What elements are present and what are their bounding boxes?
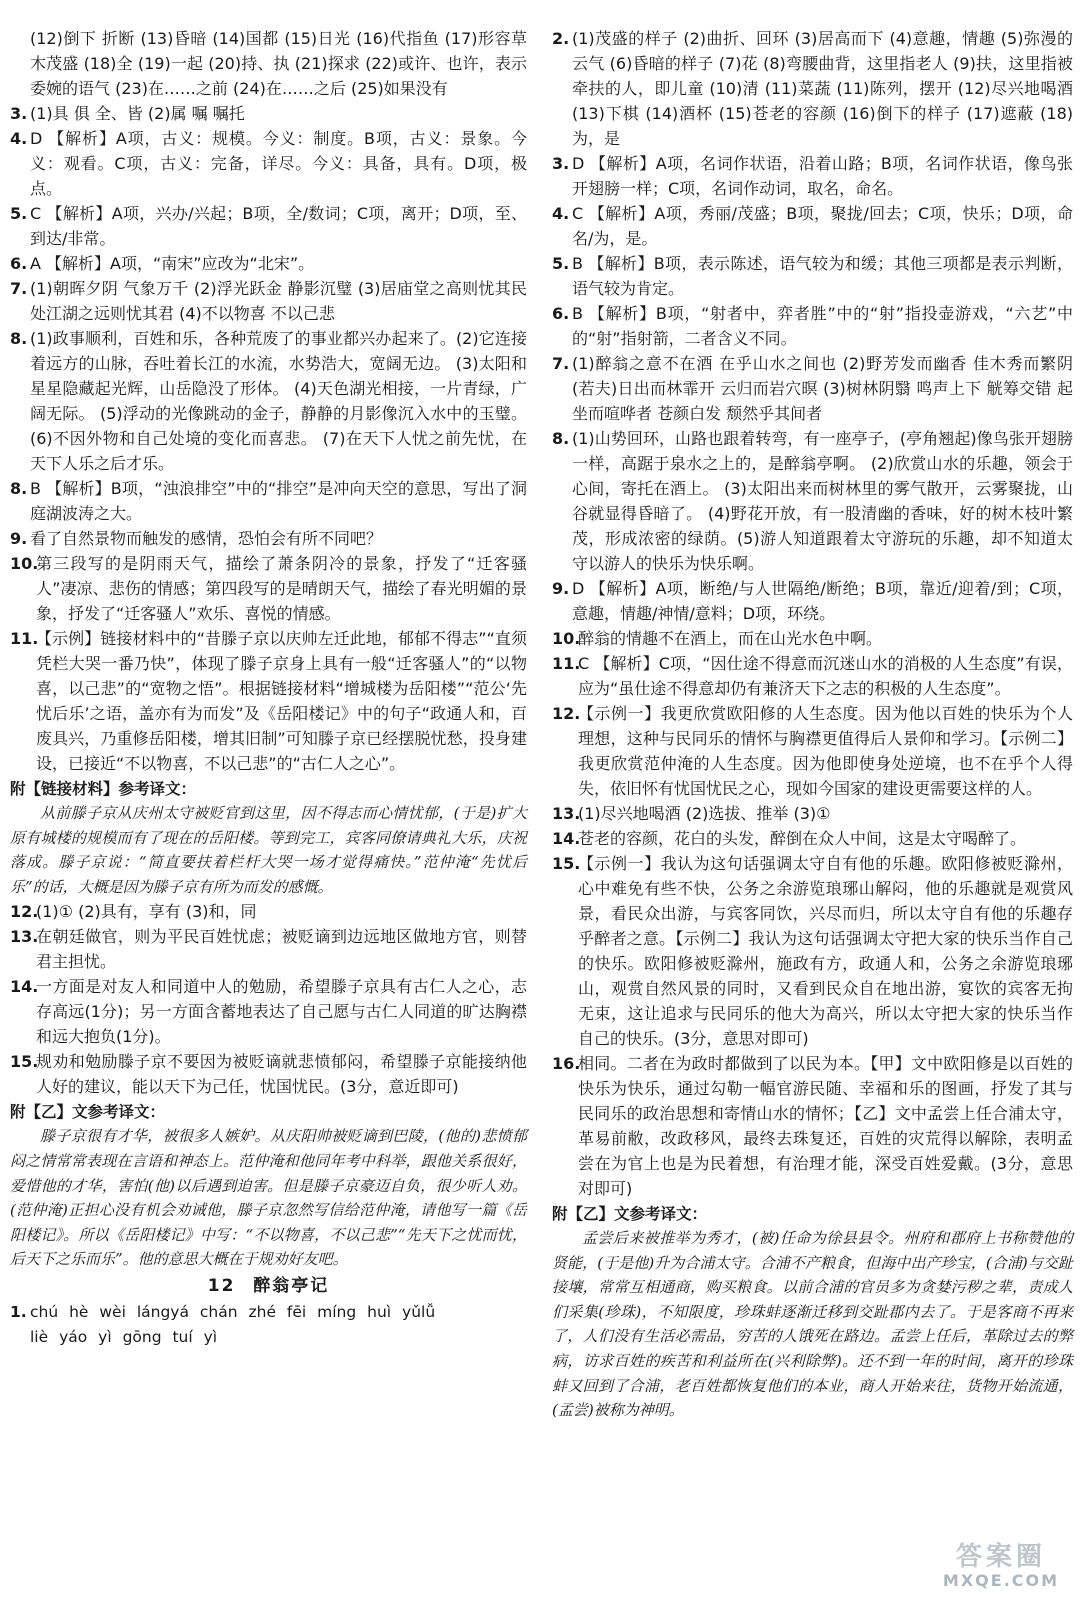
answer-item-7 — [10, 276, 527, 326]
item-number: 12. — [552, 704, 581, 723]
answer-item-9 — [10, 526, 527, 551]
section-heading — [10, 1272, 527, 1300]
answer-item-11 — [10, 626, 527, 776]
item-number: 7. — [552, 354, 570, 373]
reference-translation-heading: 附【链接材料】参考译文： — [10, 780, 197, 798]
answer-item-9 — [552, 576, 1073, 626]
answer-item-5 — [10, 201, 527, 251]
item-number: 9. — [10, 529, 28, 548]
item-text: C 【解析】A项，兴办/兴起；B项，全/数词；C项，离开；D项，至、到达/非常。 — [30, 204, 527, 248]
item-number: 6. — [552, 304, 570, 323]
item-text: (1)山势回环，山路也跟着转弯，有一座亭子，(亭角翘起)像鸟张开翅膀一样，高踞于泉水之上的，是醉翁亭啊。 (2)欣赏山水的乐趣，领会于心间，寄托在酒上。 (3)太阳出来而树林里的雾气散开，云雾聚拢，山谷就显得昏暗了。 (4)野花开放，有一股清幽的香味，好的树木枝叶繁茂，形成浓密的绿荫。(5)游人知道跟着太守游玩的乐趣，却不知道太守以游人的快乐为快乐啊。 — [572, 429, 1073, 573]
item-number: 3. — [10, 104, 28, 123]
item-text: 【示例】链接材料中的“昔滕子京以庆帅左迁此地，郁郁不得志”“直须凭栏大哭一番乃快”，体现了滕子京身上具有一般“迁客骚人”的“以物喜，以己悲”的“宽物之悟”。根据链接材料“增城楼为岳阳楼”“范公‘先忧后乐’之语，盖亦有为而发”及《岳阳楼记》中的句子“政通人和，百废具兴，乃重修岳阳楼，增其旧制”可知滕子京已经摆脱忧愁，投身建设，已接近“不以物喜，不以己悲”的“古仁人之心”。 — [36, 629, 527, 773]
item-text: B 【解析】B项，“浊浪排空”中的“排空”是冲向天空的意思，写出了洞庭湖波涛之大。 — [30, 479, 527, 523]
watermark-logo: 答案圈 — [955, 1542, 1046, 1572]
item-number: 15. — [10, 1052, 39, 1072]
item-text: B 【解析】B项，“射者中，弈者胜”中的“射”指投壶游戏，“六艺”中的“射”指射箭，二者含义不同。 — [572, 304, 1073, 348]
answer-item-5 — [552, 251, 1073, 301]
item-number: 10. — [552, 629, 581, 648]
item-text: (1)尽兴地喝酒 (2)选拔、推举 (3)① — [578, 804, 831, 823]
answer-item-4 — [10, 126, 527, 201]
item-number: 4. — [10, 129, 28, 148]
item-text: D 【解析】A项，名词作状语，沿着山路；B项，名词作状语，像鸟张开翅膀一样；C项，名词作动词，取名，命名。 — [572, 154, 1073, 198]
item-text: 规劝和勉励滕子京不要因为被贬谪就悲愤郁闷，希望滕子京能接纳他人好的建议，能以天下为己任，忧国忧民。(3分，意近即可) — [36, 1052, 527, 1097]
pinyin-line: chú hè wèi lángyá chán zhé fēi míng huì yǔlǚ — [30, 1302, 436, 1321]
item-text: B 【解析】B项，表示陈述，语气较为和缓；其他三项都是表示判断，语气较为肯定。 — [572, 254, 1073, 298]
answer-item-7 — [552, 351, 1073, 426]
answer-item-12 — [552, 701, 1073, 801]
answer-item-14 — [552, 826, 1073, 851]
item-text: 【示例一】我认为这句话强调太守自有他的乐趣。欧阳修被贬滁州，心中难免有些不快，公务之余游览琅琊山解闷，他的乐趣就是观赏风景，看民众出游，与宾客同饮，兴尽而归，所以太守自有他的乐趣存乎醉者之意。【示例二】我认为这句话强调太守把大家的快乐当作自己的快乐。欧阳修被贬滁州，施政有方，政通人和，公务之余游览琅琊山，观赏自然风景的同时，又看到民众自在地出游，宴饮的宾客无拘无束，这让追求与民同乐的他大为高兴，所以太守把大家的快乐当作自己的快乐。(3分，意思对即可) — [578, 854, 1073, 1048]
answer-item-10 — [10, 551, 527, 626]
answer-item-8 — [10, 326, 527, 476]
item-number: 14. — [10, 977, 39, 997]
item-text: 醉翁的情趣不在酒上，而在山光水色中啊。 — [578, 629, 883, 648]
item-number: 7. — [10, 279, 28, 298]
answer-item-13 — [552, 801, 1073, 826]
pinyin-line: liè yáo yì gōng tuí yì — [30, 1327, 218, 1346]
reference-translation-text: 从前滕子京从庆州太守被贬官到这里，因不得志而心情忧郁，(于是)扩大原有城楼的规模而有了现在的岳阳楼。等到完工，宾客同僚请典礼大乐，庆祝落成。滕子京说：“简直要扶着栏杆大哭一场才觉得痛快。”范仲淹“先忧后乐”的话，大概是因为滕子京有所为而发的感慨。 — [10, 804, 527, 896]
reference-translation-text: 孟尝后来被推举为秀才，(被)任命为徐县县令。州府和郡府上书称赞他的贤能，(于是他)升为合浦太守。合浦不产粮食，但海中出产珍宝，(合浦)与交趾接壤，常常互相通商，购买粮食。以前合浦的官员多为贪婪污秽之辈，责成人们采集(珍珠)，不知限度，珍珠蚌逐渐迁移到交趾郡内去了。于是客商不再来了，人们没有生活必需品，穷苦的人饿死在路边。孟尝上任后，革除过去的弊病，访求百姓的疾苦和利益所在(兴利除弊)。还不到一年的时间，离开的珍珠蚌又回到了合浦，老百姓都恢复他们的本业，商人开始来往，货物开始流通，(孟尝)被称为神明。 — [552, 1229, 1073, 1420]
answer-item: (12)倒下 折断 (13)昏暗 (14)国都 (15)日光 (16)代指鱼 (17)形容草木茂盛 (18)全 (19)一起 (20)持、执 (21)探求 (22)或许、也许，表示委婉的语气 (23)在……之前 (24)在……之后 (25)如果没有 — [30, 29, 527, 98]
answer-item-3 — [10, 101, 527, 126]
item-text: (1)① (2)具有，享有 (3)和，同 — [36, 902, 257, 922]
item-text: A 【解析】A项，“南宋”应改为“北宋”。 — [30, 254, 315, 273]
item-text: 【示例一】我更欣赏欧阳修的人生态度。因为他以百姓的快乐为个人理想，这种与民同乐的情怀与胸襟更值得后人景仰和学习。【示例二】我更欣赏范仲淹的人生态度。因为他即使身处逆境，也不在乎个人得失，依旧怀有忧国忧民之心，现如今国家的建设更需要这样的人。 — [578, 704, 1073, 798]
item-number: 14. — [552, 829, 581, 848]
left-column — [10, 26, 527, 1350]
item-text: 看了自然景物而触发的感情，恐怕会有所不同吧？ — [30, 529, 383, 548]
item-text: (1)茂盛的样子 (2)曲折、回环 (3)居高而下 (4)意趣，情趣 (5)弥漫的云气 (6)昏暗的样子 (7)花 (8)弯腰曲背，这里指老人 (9)扶，这里指被牵扶的人，即儿童 (10)清 (11)菜蔬 (11)陈列，摆开 (12)尽兴地喝酒 (13)下棋 (14)酒杯 (15)苍老的容颜 (16)倒下的样子 (17)遮蔽 (18)为，是 — [572, 29, 1073, 148]
reference-translation-heading: 附【乙】文参考译文： — [552, 1205, 708, 1223]
reference-translation-heading: 附【乙】文参考译文： — [10, 1103, 166, 1122]
right-column — [552, 26, 1073, 1423]
item-text: D 【解析】A项，古义：规模。今义：制度。B项，古义：景象。今义：观看。C项，古义：完备，详尽。今义：具备，具有。D项，极点。 — [30, 129, 527, 198]
answer-item-11 — [552, 651, 1073, 701]
answer-item-8 — [552, 426, 1073, 576]
item-number: 3. — [552, 154, 570, 173]
section-number: 12 — [207, 1275, 236, 1296]
item-number: 1. — [10, 1302, 27, 1321]
item-number: 11. — [552, 654, 581, 673]
item-text: 苍老的容颜，花白的头发，醉倒在众人中间，这是太守喝醉了。 — [578, 829, 1027, 848]
item-text: C 【解析】C项，“因仕途不得意而沉迷山水的消极的人生态度”有误，应为“虽仕途不得意却仍有兼济天下之志的积极的人生态度”。 — [578, 654, 1073, 698]
item-number: 12. — [10, 902, 39, 922]
site-watermark — [921, 1538, 1081, 1594]
answer-item-6 — [10, 251, 527, 276]
answer-item-13 — [10, 924, 527, 974]
answer-item-6 — [552, 301, 1073, 351]
answer-item-2 — [552, 26, 1073, 151]
answer-item-15 — [552, 851, 1073, 1051]
section-title: 醉翁亭记 — [253, 1275, 330, 1296]
item-text: (1)具 俱 全、皆 (2)属 嘱 嘱托 — [30, 104, 245, 123]
item-text: 一方面是对友人和同道中人的勉励，希望滕子京具有古仁人之心，志存高远(1分)；另一方面含蓄地表达了自己愿与古仁人同道的旷达胸襟和远大抱负(1分)。 — [36, 977, 527, 1047]
item-number: 13. — [10, 927, 39, 947]
item-text: (1)政事顺利，百姓和乐，各种荒废了的事业都兴办起来了。(2)它连接着远方的山脉，吞吐着长江的水流，水势浩大，宽阔无边。 (3)太阳和星星隐藏起光辉，山岳隐没了形体。 (4)天色湖光相接，一片青绿，广阔无际。 (5)浮动的光像跳动的金子，静静的月影像沉入水中的玉璧。 (6)不因外物和自己处境的变化而喜悲。 (7)在天下人忧之前先忧，在天下人乐之后才乐。 — [30, 329, 527, 473]
item-text: 第三段写的是阴雨天气，描绘了萧条阴冷的景象，抒发了“迁客骚人”凄凉、悲伤的情感；第四段写的是晴朗天气，描绘了春光明媚的景象，抒发了“迁客骚人”欢乐、喜悦的情感。 — [36, 554, 527, 623]
reference-translation-text: 滕子京很有才华，被很多人嫉妒。从庆阳帅被贬谪到巴陵，(他的)悲愤郁闷之情常常表现在言语和神态上。范仲淹和他同年考中科举，跟他关系很好，爱惜他的才华，害怕(他)以后遇到迫害。但是滕子京豪迈自负，很少听人劝。(范仲淹)正担心没有机会劝诫他，滕子京忽然写信给范仲淹，请他写一篇《岳阳楼记》。所以《岳阳楼记》中写：“不以物喜，不以己悲”“先天下之忧而忧，后天下之乐而乐”。他的意思大概在于规劝好友吧。 — [10, 1127, 527, 1269]
item-number: 8. — [10, 329, 28, 348]
answer-item-3 — [552, 151, 1073, 201]
item-number: 15. — [552, 854, 581, 873]
answer-item-8b — [10, 476, 527, 526]
answer-item-12 — [10, 899, 527, 924]
item-number: 6. — [10, 254, 28, 273]
item-number: 8. — [10, 479, 28, 498]
item-number: 4. — [552, 204, 570, 223]
item-number: 13. — [552, 804, 581, 823]
item-text: (1)醉翁之意不在酒 在乎山水之间也 (2)野芳发而幽香 佳木秀而繁阴 (若夫)日出而林霏开 云归而岩穴暝 (3)树林阴翳 鸣声上下 觥筹交错 起坐而喧哗者 苍颜白发 颓然乎其间者 — [572, 354, 1073, 423]
item-number: 9. — [552, 579, 570, 598]
item-text: 在朝廷做官，则为平民百姓忧虑；被贬谪到边远地区做地方官，则替君主担忧。 — [36, 927, 527, 972]
item-number: 16. — [552, 1054, 581, 1073]
answer-item-10 — [552, 626, 1073, 651]
item-text: (1)朝晖夕阴 气象万千 (2)浮光跃金 静影沉璧 (3)居庙堂之高则忧其民 处江湖之远则忧其君 (4)不以物喜 不以己悲 — [30, 279, 527, 323]
item-text: C 【解析】A项，秀丽/茂盛；B项，聚拢/回去；C项，快乐；D项，命名/为，是。 — [572, 204, 1073, 248]
item-number: 10. — [10, 554, 39, 573]
answer-item-14 — [10, 974, 527, 1049]
item-number: 2. — [552, 29, 570, 48]
watermark-url: MXQE.COM — [942, 1571, 1060, 1590]
item-number: 8. — [552, 429, 570, 448]
item-text: D 【解析】A项，断绝/与人世隔绝/断绝；B项，靠近/迎着/到；C项，意趣，情趣/神情/意料；D项，环绕。 — [572, 579, 1073, 623]
answer-item-4 — [552, 201, 1073, 251]
item-number: 5. — [10, 204, 28, 223]
item-number: 11. — [10, 629, 39, 648]
answer-item-15 — [10, 1049, 527, 1099]
answer-item-16 — [552, 1051, 1073, 1201]
item-text: 相同。二者在为政时都做到了以民为本。【甲】文中欧阳修是以百姓的快乐为快乐，通过勾勒一幅官游民随、幸福和乐的图画，抒发了其与民同乐的政治思想和寄情山水的情怀；【乙】文中孟尝上任合浦太守，革易前敝，改政移风，最终去珠复还，百姓的灾荒得以解除，表明孟尝在为官上也是为民着想，有治理才能，深受百姓爱戴。(3分，意思对即可) — [578, 1054, 1073, 1198]
pinyin-answer — [10, 1300, 527, 1350]
item-number: 5. — [552, 254, 570, 273]
